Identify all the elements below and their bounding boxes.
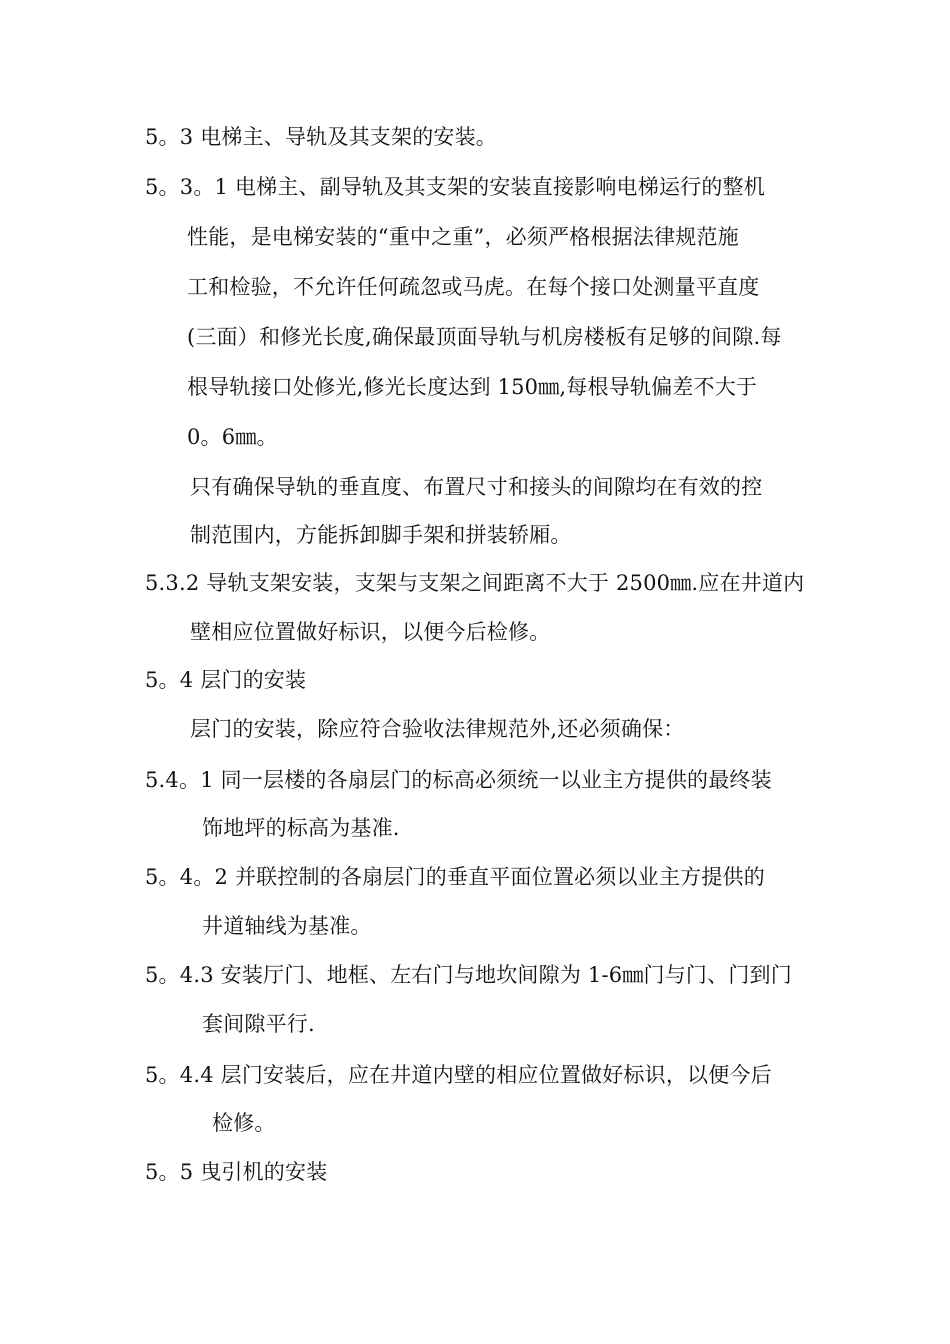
paragraph-note-line-2: 制范围内，方能拆卸脚手架和拼装轿厢。 xyxy=(190,523,572,547)
paragraph-5-3-1-line-3: 工和检验，不允许任何疏忽或马虎。在每个接口处测量平直度 xyxy=(187,275,760,299)
paragraph-5-3-1-line-1: 5。3。1 电梯主、副导轨及其支架的安装直接影响电梯运行的整机 xyxy=(145,175,765,199)
paragraph-5-3-1-line-5: 根导轨接口处修光,修光长度达到 150㎜,每根导轨偏差不大于 xyxy=(187,375,758,399)
paragraph-5-4-2-line-1: 5。4。2 并联控制的各扇层门的垂直平面位置必须以业主方提供的 xyxy=(145,865,765,889)
paragraph-5-4-2-line-2: 井道轴线为基准。 xyxy=(202,914,372,938)
paragraph-5-3-1-line-6: 0。6㎜。 xyxy=(187,425,278,449)
paragraph-5-4-4-line-1: 5。4.4 层门安装后，应在井道内壁的相应位置做好标识，以便今后 xyxy=(145,1063,772,1087)
paragraph-note-line-1: 只有确保导轨的垂直度、布置尺寸和接头的间隙均在有效的控 xyxy=(190,475,763,499)
paragraph-5-4-4-line-2: 检修。 xyxy=(212,1111,276,1135)
paragraph-5-4-1-line-2: 饰地坪的标高为基准. xyxy=(202,816,400,840)
section-heading-5-4: 5。4 层门的安装 xyxy=(145,668,307,692)
paragraph-5-4-3-line-2: 套间隙平行. xyxy=(202,1012,315,1036)
section-heading-5-5: 5。5 曳引机的安装 xyxy=(145,1160,328,1184)
paragraph-5-4-1-line-1: 5.4。1 同一层楼的各扇层门的标高必须统一以业主方提供的最终装 xyxy=(145,768,772,792)
paragraph-5-3-2-line-1: 5.3.2 导轨支架安装，支架与支架之间距离不大于 2500㎜.应在井道内 xyxy=(145,571,805,595)
paragraph-5-4-intro: 层门的安装，除应符合验收法律规范外,还必须确保： xyxy=(190,717,685,741)
paragraph-5-3-1-line-2: 性能，是电梯安装的“重中之重”，必须严格根据法律规范施 xyxy=(187,225,739,249)
paragraph-5-4-3-line-1: 5。4.3 安装厅门、地框、左右门与地坎间隙为 1-6㎜门与门、门到门 xyxy=(145,963,792,987)
paragraph-5-3-2-line-2: 壁相应位置做好标识，以便今后检修。 xyxy=(190,620,551,644)
section-heading-5-3: 5。3 电梯主、导轨及其支架的安装。 xyxy=(145,125,497,149)
paragraph-5-3-1-line-4: (三面）和修光长度,确保最顶面导轨与机房楼板有足够的间隙.每 xyxy=(187,325,782,349)
